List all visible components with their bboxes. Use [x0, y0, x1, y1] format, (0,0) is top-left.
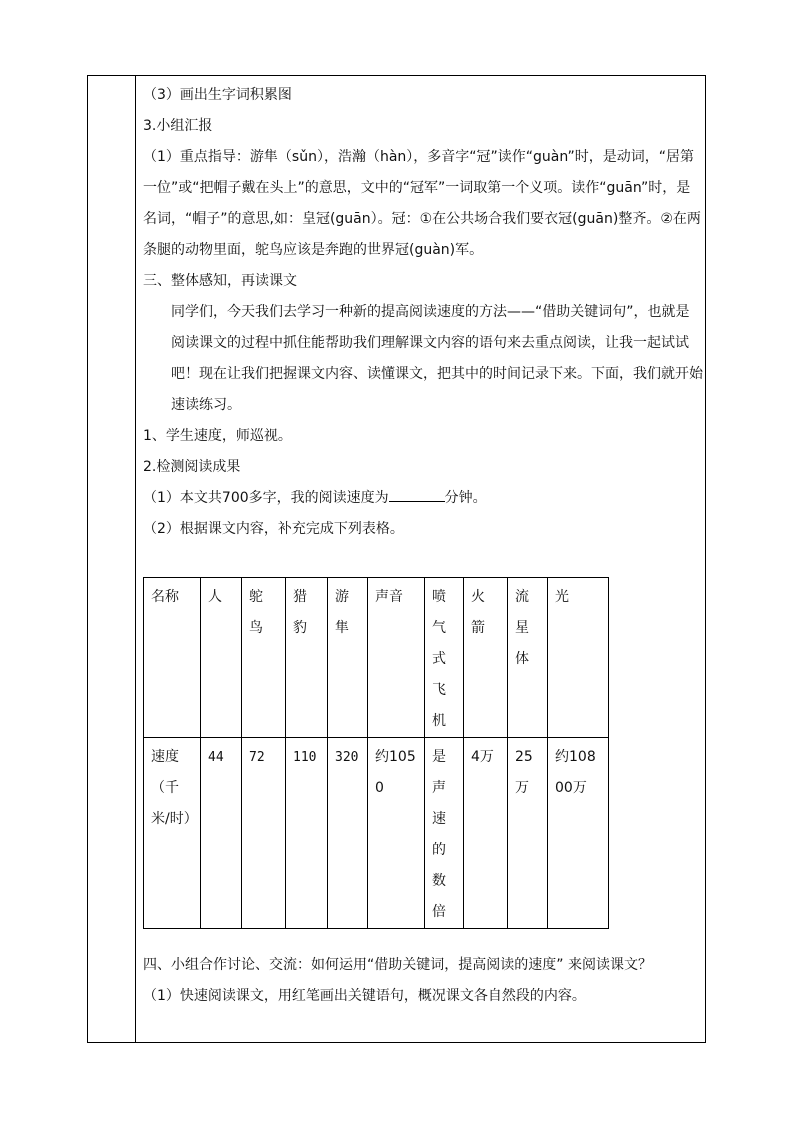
speed-cell-cheetah: 110	[286, 738, 328, 929]
speed-cell-sound: 约1050	[368, 738, 425, 929]
step-fast-reading: （1）快速阅读课文，用红笔画出关键语句，概况课文各自然段的内容。	[143, 988, 586, 1004]
speed-cell-light: 约10800万	[548, 738, 609, 929]
header-cell-rocket: 火箭	[464, 578, 508, 738]
answer-blank[interactable]	[389, 487, 445, 502]
header-cell-person: 人	[201, 578, 242, 738]
intro-paragraph: 同学们，今天我们去学习一种新的提高阅读速度的方法——“借助关键词句”，也就是阅读课文的过程中抓住能帮助我们理解课文内容的语句来去重点阅读，让我一起试试吧！现在让我们把握课文内容、读懂课文，把其中的时间记录下来。下面，我们就开始速读练习。	[171, 304, 703, 413]
header-cell-name: 名称	[144, 578, 201, 738]
speed-cell-rocket: 4万	[464, 738, 508, 929]
step-group-report: 3.小组汇报	[143, 118, 213, 134]
reading-speed-question	[143, 483, 703, 514]
header-cell-falcon: 游隼	[328, 578, 368, 738]
discussion-heading: 四、小组合作讨论、交流：如何运用“借助关键词，提高阅读的速度” 来阅读课文？	[143, 957, 652, 973]
reading-speed-text: （1）本文共700多字，我的阅读速度为	[143, 490, 389, 506]
speed-cell-jet: 是声速的数倍	[425, 738, 464, 929]
step-draw-vocabulary: （3）画出生字词积累图	[143, 87, 292, 103]
discussion-section	[143, 950, 703, 1012]
speed-cell-falcon: 320	[328, 738, 368, 929]
speed-cell-ostrich: 72	[242, 738, 286, 929]
table-speed-row	[144, 738, 609, 929]
section-heading-overall-perception: 三、整体感知，再读课文	[143, 273, 297, 289]
table-instruction: （2）根据课文内容，补充完成下列表格。	[143, 521, 404, 537]
step-check-results: 2.检测阅读成果	[143, 459, 241, 475]
header-cell-meteor: 流星体	[508, 578, 548, 738]
step-student-speed: 1、学生速度，师巡视。	[143, 428, 292, 444]
speed-cell-person: 44	[201, 738, 242, 929]
header-cell-cheetah: 猎豹	[286, 578, 328, 738]
row-label-speed: 速度（千米/时）	[144, 738, 201, 929]
reading-speed-unit: 分钟。	[444, 490, 487, 506]
speed-table	[143, 577, 609, 929]
table-header-row	[144, 578, 609, 738]
column-divider	[135, 75, 136, 1043]
speed-cell-meteor: 25万	[508, 738, 548, 929]
lesson-content	[143, 80, 703, 545]
key-guidance-paragraph: （1）重点指导：游隼（sǔn），浩瀚（hàn），多音字“冠”读作“guàn”时，是动词，“居第一位”或“把帽子戴在头上”的意思，文中的“冠军”一词取第一个义项。读作“guān”时，是名词，“帽子”的意思,如：皇冠(guān）。冠：①在公共场合我们要衣冠(guān)整齐。②在两条腿的动物里面，鸵鸟应该是奔跑的世界冠(guàn)军。	[143, 149, 701, 258]
header-cell-jet: 喷气式飞机	[425, 578, 464, 738]
header-cell-sound: 声音	[368, 578, 425, 738]
header-cell-ostrich: 鸵鸟	[242, 578, 286, 738]
header-cell-light: 光	[548, 578, 609, 738]
